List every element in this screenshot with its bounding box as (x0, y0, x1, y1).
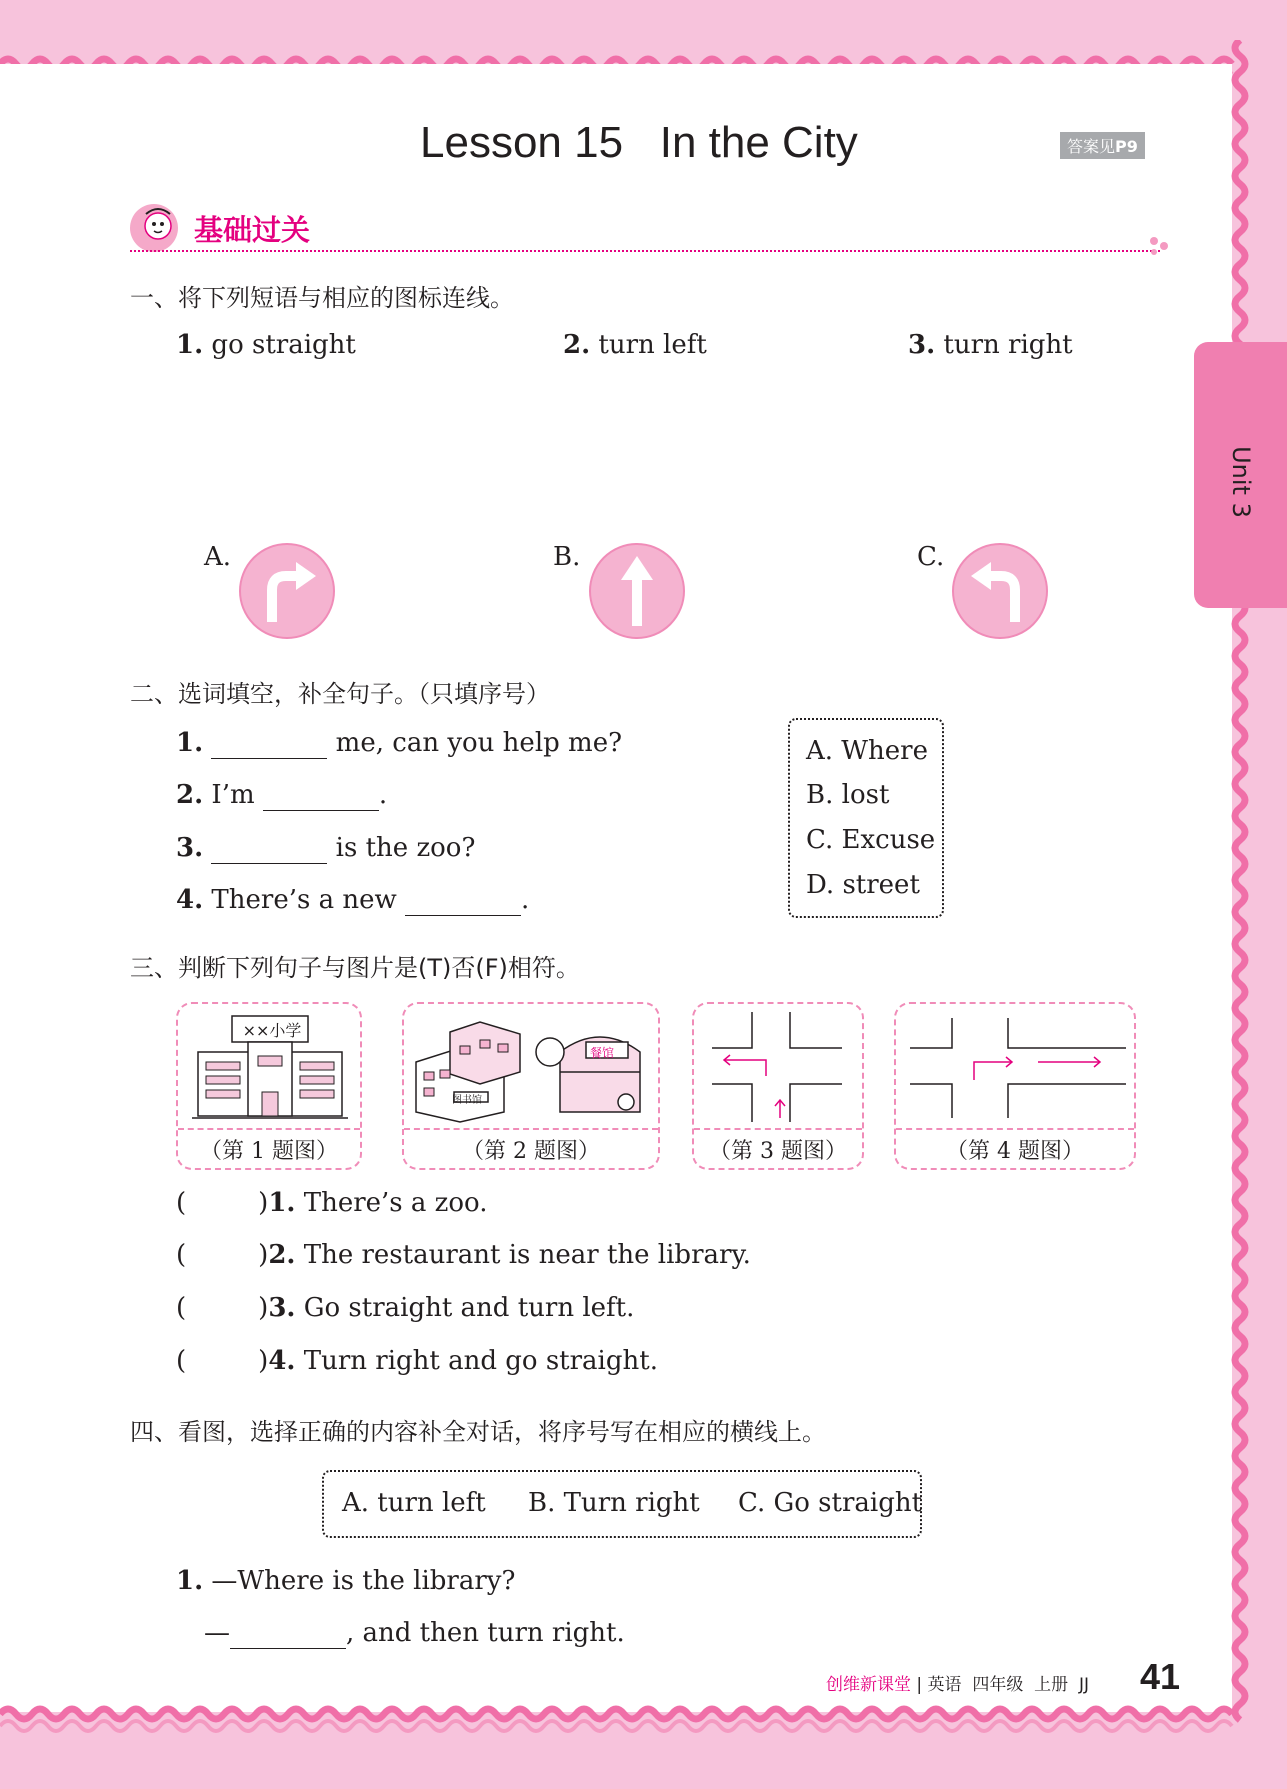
school-sign: ××小学 (242, 1021, 302, 1040)
picture-3-caption: （第 3 题图） (709, 1139, 847, 1164)
picture-4-caption: （第 4 题图） (946, 1139, 1084, 1164)
picture-1-frame (176, 1002, 362, 1170)
tf-answer-blank[interactable] (186, 1188, 258, 1218)
answer-blank[interactable] (230, 1618, 346, 1649)
fill-item-1: 1. me, can you help me? (176, 728, 623, 758)
answer-reference: 答案见P9 (1060, 132, 1145, 159)
tf-answer-blank[interactable] (186, 1346, 258, 1376)
tf-item-2: ( )2. The restaurant is near the library. (176, 1240, 751, 1270)
part1-heading: 一、将下列短语与相应的图标连线。 (130, 284, 514, 312)
tf-item-3: ( )3. Go straight and turn left. (176, 1293, 635, 1323)
crossroad-map-3 (702, 1008, 854, 1126)
icon-label-b: B. (553, 542, 581, 572)
answer-blank[interactable] (211, 833, 327, 864)
phrase-2: 2. turn left (563, 330, 707, 360)
fill-item-4: 4. There’s a new . (176, 885, 530, 915)
option-b: B. Turn right (528, 1488, 700, 1518)
answer-blank[interactable] (405, 885, 521, 916)
word-option: B. lost (806, 780, 890, 810)
dialogue-1-answer: — , and then turn right. (204, 1618, 625, 1648)
word-option: A. Where (806, 736, 928, 766)
answer-blank[interactable] (263, 780, 379, 811)
caption-divider (178, 1128, 360, 1130)
icon-label-c: C. (917, 542, 945, 572)
section-divider (130, 250, 1160, 252)
section-label: 基础过关 (194, 213, 311, 247)
picture-2-caption: （第 2 题图） (462, 1139, 600, 1164)
option-a: A. turn left (342, 1488, 486, 1518)
picture-3-frame (692, 1002, 864, 1170)
library-restaurant-image (410, 1012, 652, 1124)
mascot-icon (128, 202, 184, 256)
part3-heading: 三、判断下列句子与图片是(T)否(F)相符。 (130, 954, 580, 982)
lesson-title: Lesson 15 In the City (420, 118, 858, 167)
option-bank (322, 1470, 922, 1538)
crossroad-map-4 (902, 1008, 1130, 1126)
straight-arrow-icon (588, 542, 686, 640)
fill-item-3: 3. is the zoo? (176, 833, 476, 863)
phrase-3: 3. turn right (908, 330, 1073, 360)
option-c: C. Go straight (738, 1488, 923, 1518)
bottom-wave-border (0, 1702, 1287, 1742)
turn-right-arrow-icon (238, 542, 336, 640)
tf-item-4: ( )4. Turn right and go straight. (176, 1346, 658, 1376)
right-wave-border (1222, 40, 1262, 1730)
decorative-dots-icon (1148, 236, 1172, 258)
word-option: D. street (806, 870, 920, 900)
phrase-1: 1. go straight (176, 330, 356, 360)
turn-left-arrow-icon (951, 542, 1049, 640)
picture-4-frame (894, 1002, 1136, 1170)
restaurant-sign: 餐馆 (590, 1046, 615, 1060)
part2-heading: 二、选词填空，补全句子。（只填序号） (130, 680, 550, 708)
tf-item-1: ( )1. There’s a zoo. (176, 1188, 488, 1218)
picture-2-frame (402, 1002, 660, 1170)
word-option: C. Excuse (806, 825, 936, 855)
dialogue-1-question: 1. —Where is the library? (176, 1566, 516, 1596)
page-number: 41 (1140, 1656, 1181, 1697)
answer-blank[interactable] (211, 728, 327, 759)
footer-series: 创维新课堂 | 英语 四年级 上册 JJ (826, 1675, 1090, 1695)
picture-1-caption: （第 1 题图） (200, 1139, 338, 1164)
tf-answer-blank[interactable] (186, 1293, 258, 1323)
tf-answer-blank[interactable] (186, 1240, 258, 1270)
caption-divider (694, 1128, 862, 1130)
caption-divider (896, 1128, 1134, 1130)
part4-heading: 四、看图，选择正确的内容补全对话，将序号写在相应的横线上。 (130, 1418, 826, 1446)
unit-tab-label: Unit 3 (1227, 446, 1255, 518)
word-bank (788, 718, 944, 918)
fill-item-2: 2. I’m . (176, 780, 388, 810)
caption-divider (404, 1128, 658, 1130)
library-sign: 图书馆 (452, 1095, 482, 1106)
icon-label-a: A. (204, 542, 232, 572)
